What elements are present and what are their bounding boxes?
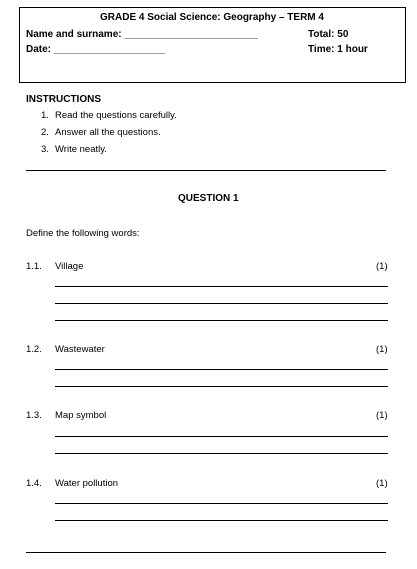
instruction-number: 1. [41,110,49,121]
time-allowed: Time: 1 hour [308,44,368,55]
question-number: 1.3. [26,410,42,421]
question-term: Village [55,261,84,272]
answer-line[interactable] [55,436,388,437]
instruction-item: Answer all the questions. [55,127,161,138]
date-field-label: Date: ____________________ [26,44,166,55]
answer-line[interactable] [55,520,388,521]
answer-line[interactable] [55,386,388,387]
instruction-number: 3. [41,144,49,155]
total-marks: Total: 50 [308,29,349,40]
section-divider [26,170,386,171]
section-divider [26,552,386,553]
answer-line[interactable] [55,320,388,321]
question-marks: (1) [376,410,388,421]
question-marks: (1) [376,478,388,489]
question-number: 1.4. [26,478,42,489]
instruction-item: Read the questions carefully. [55,110,177,121]
question-marks: (1) [376,344,388,355]
question-prompt: Define the following words: [26,228,140,239]
answer-line[interactable] [55,369,388,370]
answer-line[interactable] [55,453,388,454]
instruction-item: Write neatly. [55,144,107,155]
question-heading: QUESTION 1 [178,193,239,204]
question-term: Water pollution [55,478,119,489]
name-field-label: Name and surname: ________________________ [26,29,258,40]
question-term: Map symbol [55,410,107,421]
question-number: 1.2. [26,344,42,355]
question-term: Wastewater [55,344,105,355]
instructions-heading: INSTRUCTIONS [26,94,101,105]
answer-line[interactable] [55,286,388,287]
document-title: GRADE 4 Social Science: Geography – TERM 4 [100,12,324,23]
instruction-number: 2. [41,127,49,138]
question-marks: (1) [376,261,388,272]
answer-line[interactable] [55,303,388,304]
answer-line[interactable] [55,503,388,504]
question-number: 1.1. [26,261,42,272]
